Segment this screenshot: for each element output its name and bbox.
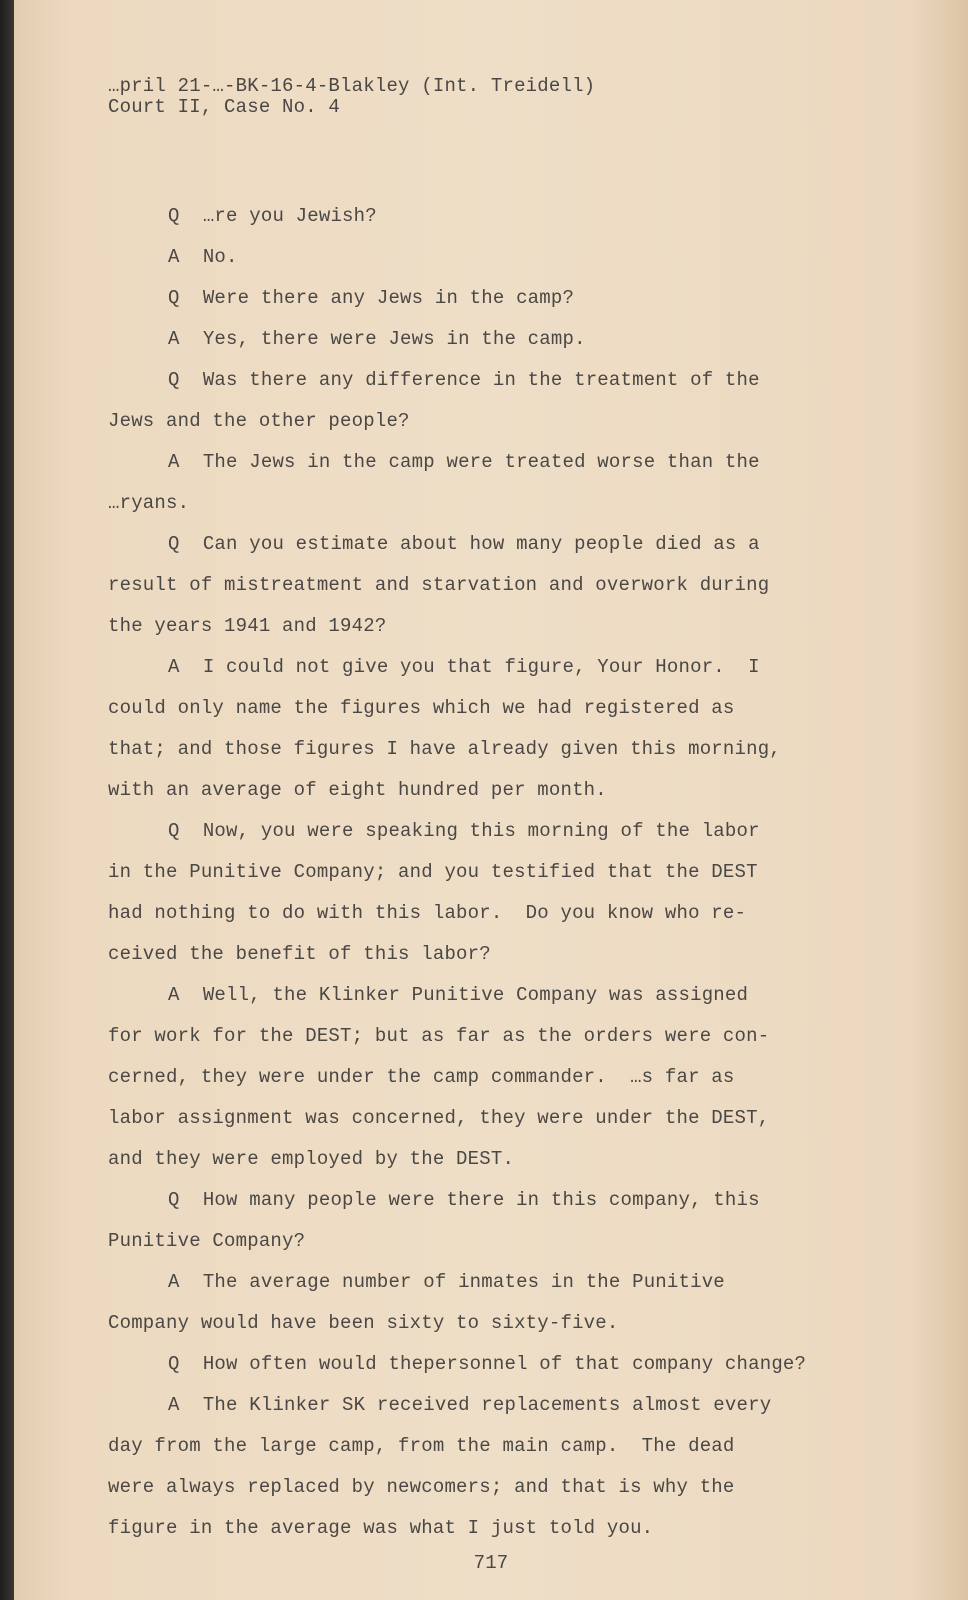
line-text: How often would thepersonnel of that company change?	[202, 1353, 807, 1375]
speaker-marker: Q	[168, 287, 180, 309]
line-text: ceived the benefit of this labor?	[108, 943, 491, 965]
text-line	[108, 278, 938, 319]
question-paragraph	[108, 1180, 938, 1262]
text-line	[108, 934, 938, 975]
line-text: the years 1941 and 1942?	[108, 615, 387, 637]
text-line	[108, 770, 938, 811]
text-line	[108, 1262, 938, 1303]
line-text: Can you estimate about how many people died as a	[202, 533, 760, 555]
line-text: for work for the DEST; but as far as the orders were con-	[108, 1025, 770, 1047]
speaker-marker: Q	[168, 369, 180, 391]
line-text: could only name the figures which we had registered as	[108, 697, 735, 719]
line-text: How many people were there in this company, this	[202, 1189, 760, 1211]
line-text: …re you Jewish?	[202, 205, 377, 227]
text-line	[108, 811, 938, 852]
question-paragraph	[108, 1344, 938, 1385]
text-line	[108, 1139, 938, 1180]
text-line	[108, 606, 938, 647]
speaker-marker: A	[168, 656, 180, 678]
text-line	[108, 319, 938, 360]
testimony-body	[108, 196, 938, 1549]
text-line	[108, 237, 938, 278]
answer-paragraph	[108, 975, 938, 1180]
speaker-marker: Q	[168, 205, 180, 227]
text-line	[108, 524, 938, 565]
answer-paragraph	[108, 1385, 938, 1549]
line-text: Company would have been sixty to sixty-five.	[108, 1312, 619, 1334]
speaker-marker: Q	[168, 820, 180, 842]
speaker-marker: Q	[168, 1353, 180, 1375]
answer-paragraph	[108, 319, 938, 360]
text-line	[108, 1344, 938, 1385]
line-text: Jews and the other people?	[108, 410, 410, 432]
text-line	[108, 565, 938, 606]
text-line	[108, 1057, 938, 1098]
text-line	[108, 729, 938, 770]
document-header	[108, 76, 595, 118]
line-text: were always replaced by newcomers; and that is why the	[108, 1476, 735, 1498]
text-line	[108, 1221, 938, 1262]
line-text: Well, the Klinker Punitive Company was assigned	[202, 984, 749, 1006]
text-line	[108, 688, 938, 729]
line-text: The Klinker SK received replacements almost every	[202, 1394, 772, 1416]
answer-paragraph	[108, 237, 938, 278]
header-line-2: Court II, Case No. 4	[108, 96, 341, 118]
text-line	[108, 1385, 938, 1426]
line-text: figure in the average was what I just told you.	[108, 1517, 654, 1539]
speaker-marker: A	[168, 451, 180, 473]
answer-paragraph	[108, 647, 938, 811]
question-paragraph	[108, 278, 938, 319]
text-line	[108, 1303, 938, 1344]
binding-edge	[0, 0, 14, 1600]
text-line	[108, 360, 938, 401]
text-line	[108, 196, 938, 237]
line-text: day from the large camp, from the main camp. The dead	[108, 1435, 735, 1457]
line-text: The average number of inmates in the Punitive	[202, 1271, 725, 1293]
line-text: labor assignment was concerned, they were under the DEST,	[108, 1107, 770, 1129]
question-paragraph	[108, 360, 938, 442]
line-text: The Jews in the camp were treated worse than the	[202, 451, 760, 473]
answer-paragraph	[108, 442, 938, 524]
speaker-marker: A	[168, 1271, 180, 1293]
speaker-marker: A	[168, 984, 180, 1006]
speaker-marker: A	[168, 246, 180, 268]
line-text: Punitive Company?	[108, 1230, 306, 1252]
line-text: with an average of eight hundred per month.	[108, 779, 607, 801]
question-paragraph	[108, 524, 938, 647]
line-text: cerned, they were under the camp commander. …s far as	[108, 1066, 735, 1088]
line-text: Was there any difference in the treatment of the	[202, 369, 760, 391]
text-line	[108, 483, 938, 524]
line-text: that; and those figures I have already given this morning,	[108, 738, 781, 760]
text-line	[108, 1426, 938, 1467]
text-line	[108, 852, 938, 893]
line-text: I could not give you that figure, Your Honor. I	[202, 656, 760, 678]
document-page	[14, 0, 968, 1600]
header-line-1: …pril 21-…-BK-16-4-Blakley (Int. Treidell)	[108, 75, 596, 97]
text-line	[108, 893, 938, 934]
text-line	[108, 647, 938, 688]
question-paragraph	[108, 196, 938, 237]
text-line	[108, 975, 938, 1016]
text-line	[108, 401, 938, 442]
text-line	[108, 1467, 938, 1508]
text-line	[108, 1180, 938, 1221]
answer-paragraph	[108, 1262, 938, 1344]
text-line	[108, 1016, 938, 1057]
line-text: in the Punitive Company; and you testified that the DEST	[108, 861, 758, 883]
text-line	[108, 1098, 938, 1139]
line-text: …ryans.	[108, 492, 190, 514]
line-text: had nothing to do with this labor. Do you know who re-	[108, 902, 747, 924]
line-text: and they were employed by the DEST.	[108, 1148, 515, 1170]
line-text: No.	[202, 246, 238, 268]
line-text: Now, you were speaking this morning of the labor	[202, 820, 760, 842]
line-text: result of mistreatment and starvation and overwork during	[108, 574, 770, 596]
speaker-marker: Q	[168, 1189, 180, 1211]
line-text: Were there any Jews in the camp?	[202, 287, 575, 309]
speaker-marker: Q	[168, 533, 180, 555]
question-paragraph	[108, 811, 938, 975]
speaker-marker: A	[168, 328, 180, 350]
page-number: 717	[473, 1552, 509, 1574]
text-line	[108, 442, 938, 483]
text-line	[108, 1508, 938, 1549]
line-text: Yes, there were Jews in the camp.	[202, 328, 586, 350]
speaker-marker: A	[168, 1394, 180, 1416]
